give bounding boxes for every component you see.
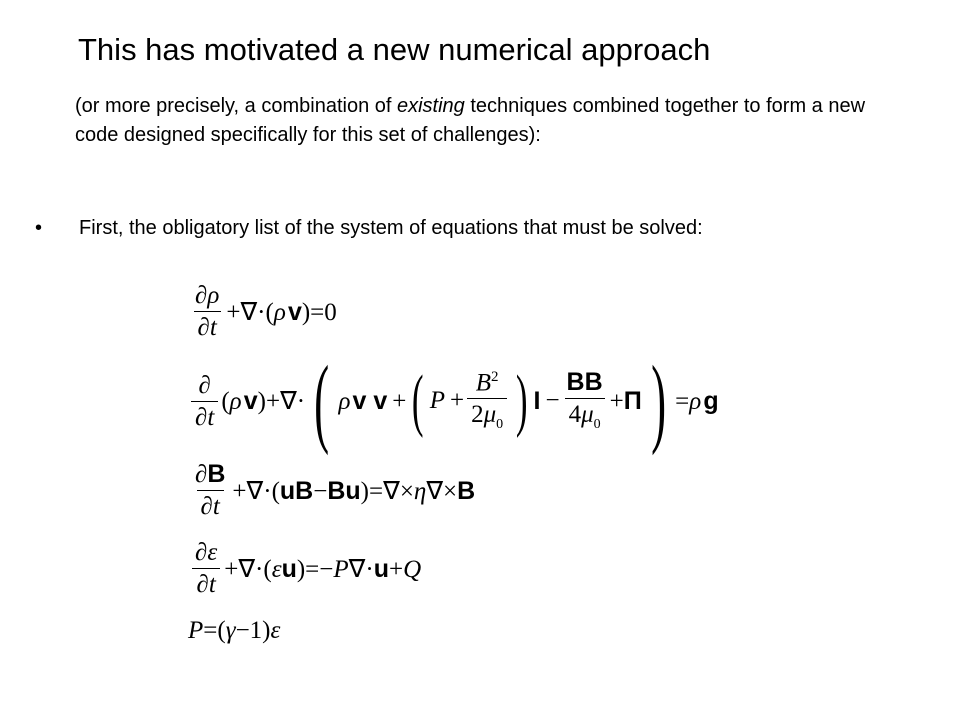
equation-state: P=(γ−1)ε [188, 617, 281, 644]
equation-energy: $\frac{\partial\varepsilon}{\partial t}$ +∇·(εu)=−P∇·u+Q [188, 540, 421, 597]
slide-title: This has motivated a new numerical approach [78, 32, 711, 67]
subtitle-text-1: (or more precisely, a combination of [75, 95, 397, 117]
slide-subtitle [75, 92, 875, 150]
subtitle-text-2: techniques combined together to form a new code designed specifically for this set of challenges): [75, 95, 866, 146]
equation-momentum: $\frac{\partial}{\partial t}$ (ρ v)+∇· ( ρ v v + ( P + $\frac{B^2}{2\mu_0}$ ) I − $\frac{BB}{4\mu_0}$ +Π ) =ρ g [188, 355, 719, 447]
bullet-glyph: • [35, 217, 43, 239]
bullet-text: First, the obligatory list of the system of equations that must be solved: [79, 217, 703, 239]
subtitle-emphasis: existing [396, 95, 465, 117]
equation-induction: $\frac{\partial B}{\partial t}$ +∇·(uB−Bu)=∇×η∇×B [195, 460, 476, 520]
equation-continuity: $\frac{\partial\rho}{\partial t}$ +∇·(ρ v)=0 [195, 282, 337, 341]
bullet-item [35, 217, 703, 240]
